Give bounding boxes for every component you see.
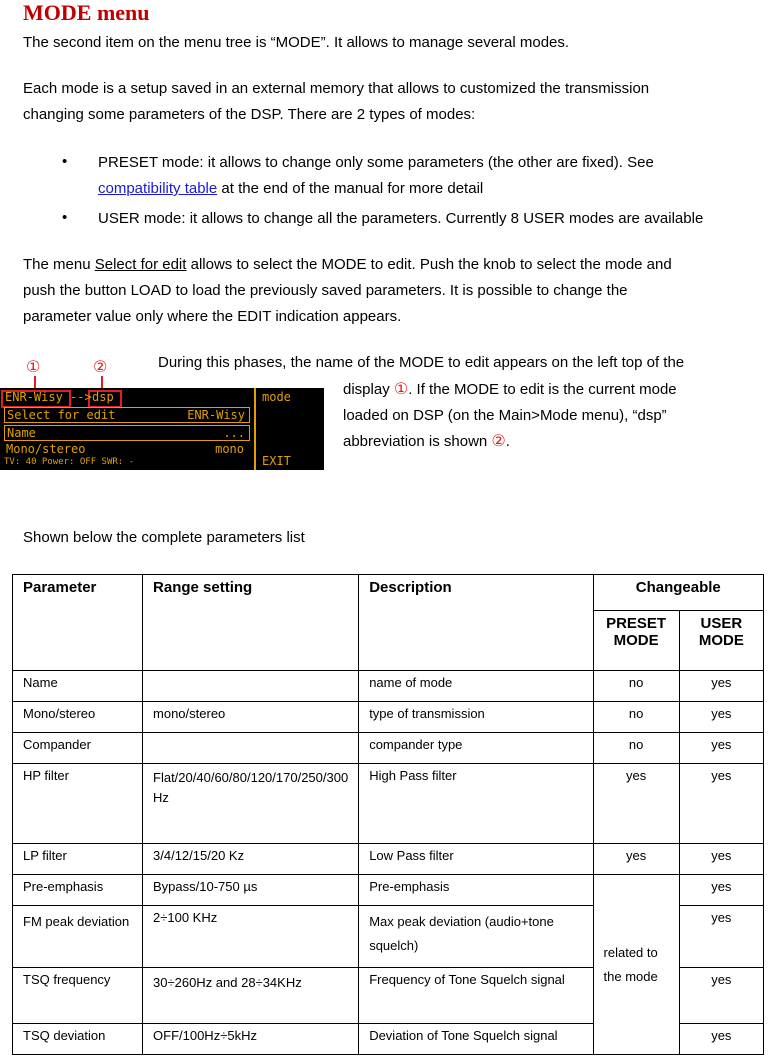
header-changeable: Changeable <box>593 575 763 611</box>
lcd-row-select: Select for edit ENR-Wisy <box>4 407 250 423</box>
table-row: LP filter 3/4/12/15/20 Kz Low Pass filter yes yes <box>13 844 764 875</box>
lcd-mode-label: mode <box>262 390 291 404</box>
table-row: HP filter Flat/20/40/60/80/120/170/250/300 Hz High Pass filter yes yes <box>13 764 764 844</box>
bullet1-line2: compatibility table at the end of the manual for more detail <box>98 180 484 197</box>
para2-line1: The menu Select for edit allows to select the MODE to edit. Push the knob to select the mode and <box>23 256 672 273</box>
related-cell: related to the mode <box>593 875 679 1055</box>
lcd-row-mono: Mono/stereo mono <box>6 442 244 456</box>
header-user: USER MODE <box>679 611 763 671</box>
list-intro: Shown below the complete parameters list <box>23 529 305 546</box>
bullet2-text: USER mode: it allows to change all the parameters. Currently 8 USER modes are available <box>98 210 704 227</box>
header-parameter: Parameter <box>13 575 143 671</box>
parameters-table <box>12 574 764 1055</box>
table-row: Pre-emphasis Bypass/10-750 µs Pre-emphasis related to the mode yes <box>13 875 764 906</box>
marker-1: ① <box>26 359 41 376</box>
para1-line1: Each mode is a setup saved in an external memory that allows to customized the transmission <box>23 80 650 97</box>
table-row: TSQ frequency 30÷260Hz and 28÷34KHz Frequency of Tone Squelch signal yes <box>13 968 764 1024</box>
lcd-exit: EXIT <box>262 454 291 468</box>
side-line2: display ①. If the MODE to edit is the current mode <box>343 381 677 398</box>
intro-text: The second item on the menu tree is “MODE”. It allows to manage several modes. <box>23 34 570 51</box>
header-range: Range setting <box>143 575 359 671</box>
marker-2: ② <box>93 359 108 376</box>
table-row: Name name of mode no yes <box>13 671 764 702</box>
lcd-status-bar: TV: 40 Power: OFF SWR: - <box>4 457 135 467</box>
header-preset: PRESET MODE <box>593 611 679 671</box>
side-line4: abbreviation is shown ②. <box>343 433 510 450</box>
side-line1: During this phases, the name of the MODE to edit appears on the left top of the <box>158 354 685 371</box>
table-row: Compander compander type no yes <box>13 733 764 764</box>
page-title: MODE menu <box>23 0 150 25</box>
table-row: Mono/stereo mono/stereo type of transmission no yes <box>13 702 764 733</box>
lcd-separator <box>254 388 256 470</box>
side-line3: loaded on DSP (on the Main>Mode menu), “dsp” <box>343 407 667 424</box>
compatibility-table-link[interactable]: compatibility table <box>98 180 218 197</box>
header-description: Description <box>359 575 593 671</box>
table-row: TSQ deviation OFF/100Hz÷5kHz Deviation of Tone Squelch signal yes <box>13 1024 764 1055</box>
lcd-row-name: Name ... <box>4 425 250 441</box>
bullet-dot: • <box>62 209 68 226</box>
lcd-arrow: --> <box>70 390 92 404</box>
bullet1-line1: PRESET mode: it allows to change only some parameters (the other are fixed). See <box>98 154 654 171</box>
table-row: FM peak deviation 2÷100 KHz Max peak deviation (audio+tone squelch) yes <box>13 906 764 968</box>
lcd-dsp: dsp <box>92 390 114 404</box>
para2-line2: push the button LOAD to load the previously saved parameters. It is possible to change the <box>23 282 628 299</box>
lcd-mode-name: ENR-Wisy <box>5 390 63 404</box>
bullet-dot: • <box>62 153 68 170</box>
para2-line3: parameter value only where the EDIT indication appears. <box>23 308 402 325</box>
para1-line2: changing some parameters of the DSP. There are 2 types of modes: <box>23 106 476 123</box>
lcd-display <box>0 388 324 470</box>
